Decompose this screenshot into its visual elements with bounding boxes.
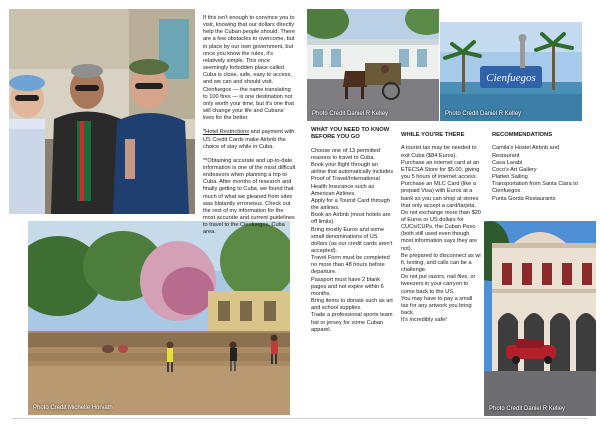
while-there-item: Purchase an internet card at an ETECSA Store for $5.00, giving you 5 hours of internet access. <box>401 159 480 181</box>
need-to-know-item: Book your flight through an airline that automatically includes Proof of Travel/International Health Insurance such as American Airlines. <box>311 162 394 197</box>
need-to-know-item: Book an Airbnb (most hotels are off limits). <box>311 212 391 226</box>
recommendation-item: Coco's Art Gallery <box>492 166 537 173</box>
recommendation-item: Platten Sailing <box>492 174 528 181</box>
photo-credit-horse-cart: Photo Credit Daniel R Kelley <box>312 111 389 117</box>
need-to-know-heading: WHAT YOU NEED TO KNOW BEFORE YOU GO <box>311 127 390 141</box>
photo-horse-cart <box>307 9 439 121</box>
need-to-know-item: Passport must have 2 blank pages and not expire within 6 months. <box>311 276 384 297</box>
intro-paragraph: If this isn't enough to convince you to visit, knowing that our dollars directly help the Cuban people should. There are a few obstacles to overcome, but in place by our own government, but once you know the rules, it's relatively simple. This once seemingly forbidden place called Cuba is close, safe, easy to access, and we can and should visit. Cienfuegos — the name translating to 100 fires — is one destination not only worth your time, but it's one that will change your life and Cubans' lives for the better. <box>203 15 295 122</box>
while-there-heading: WHILE YOU'RE THERE <box>401 132 465 138</box>
intro-paragraph-accuracy: **Obtaining accurate and up-to-date information is one of the most difficult endeavors when planning a trip to Cuba. After months of research and finally getting to Cuba, we found that much of what we gleaned from sites was blatantly erroneous. Check out the rest of my information for the most accurate and current guidelines to travel to the Cienfuegos, Cuba area. <box>203 157 296 236</box>
intro-paragraph-hotels <box>203 129 296 150</box>
need-to-know-column <box>311 127 394 334</box>
recommendation-item: Transportation from Santa Clara to Cienfuegos <box>492 181 578 195</box>
photo-selfie <box>9 9 195 214</box>
while-there-item: A tourist tax may be needed to exit Cuba ($84 Euros). <box>401 145 477 159</box>
page-bottom-rule <box>12 418 588 419</box>
while-there-item: You may have to pay a small tax for any artwork you bring back. <box>401 295 473 316</box>
recommendations-heading: RECOMMENDATIONS <box>492 132 553 138</box>
photo-colonial-building <box>484 221 596 416</box>
while-there-item: Purchase an MLC Card (like a prepaid Visa) with Euros at a bank so you can shop at stores that only accept a card/tarjeta. <box>401 181 479 209</box>
while-there-item: Do not put razors, nail files, or tweezers in your carryon to come back to the US. <box>401 274 476 295</box>
photo-credit-cienfuegos-sign: Photo Credit Daniel R Kelley <box>445 111 522 117</box>
recommendation-item: Camila's Hostel Airbnb and Restaurant <box>492 145 559 159</box>
while-there-item: Do not exchange more than $20 of Euros or US dollars for CUCs/CUPs, the Cuban Peso (both still used even though most information says they are not). <box>401 209 481 252</box>
intro-column <box>203 15 296 244</box>
need-to-know-item: Choose one of 13 permitted reasons to travel to Cuba. <box>311 147 381 161</box>
need-to-know-item: Bring mostly Euros and some small denominations of US dollars (as our credit cards aren't accepted). <box>311 226 393 254</box>
while-there-item: Be prepared to disconnect as wi fi, texting, and calls can be a challenge. <box>401 252 481 274</box>
hotel-restrictions-link[interactable]: *Hotel Restrictions <box>203 129 250 136</box>
photo-credit-plaza: Photo Credit Michelle Horvath <box>33 405 113 411</box>
need-to-know-item: Trade a professional sports team hat or jersey for some Cuban apparel. <box>311 312 393 333</box>
cienfuegos-sign-text: Cienfuegos <box>486 72 536 84</box>
while-there-item: It's incredibly safe! <box>401 317 447 324</box>
photo-cienfuegos-sign <box>440 22 582 121</box>
need-to-know-item: Bring items to donate such as art and school supplies. <box>311 298 393 312</box>
photo-credit-colonial-building: Photo Credit Daniel R Kelley <box>489 406 566 412</box>
need-to-know-item: Travel Form must be completed no more than 48 hours before departure. <box>311 255 390 276</box>
while-there-column <box>401 132 481 324</box>
need-to-know-item: Apply for a Tourist Card through the airlines. <box>311 197 390 212</box>
recommendations-column <box>492 132 582 203</box>
photo-plaza <box>28 221 290 415</box>
recommendation-item: Punta Gorda Restaurants <box>492 195 556 202</box>
recommendation-item: Casa Larabi <box>492 159 523 166</box>
hotel-restrictions-text: and payment with US Credit Cards make Airbnb the choice of stay while in Cuba. <box>203 129 295 150</box>
